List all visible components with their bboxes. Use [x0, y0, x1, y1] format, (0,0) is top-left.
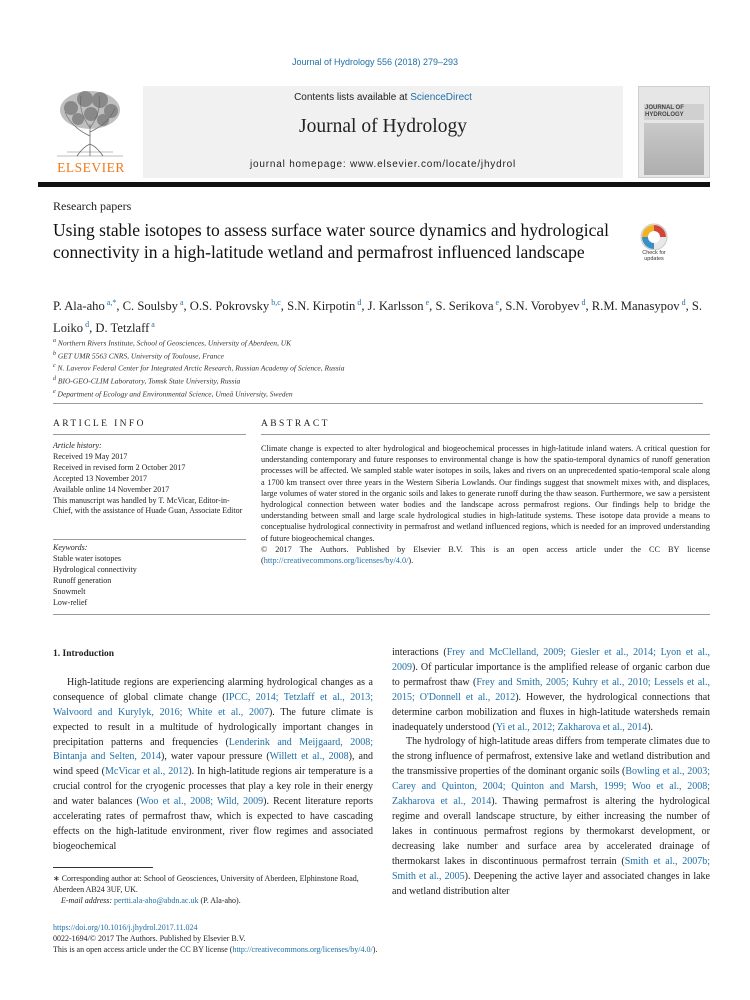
body-text: ). Thawing permafrost is altering the hydrological regime and overall landscape structure, by either increasing the number of lakes in continuous permafrost regions by thermokarst development, or decreasing lake number and surface area by accelerated drainage of thermokarst lakes in discontinuous permafrost terrain ( [392, 796, 710, 867]
keywords-label: Keywords: [53, 543, 88, 552]
abstract-body [261, 443, 710, 566]
keyword-item: Runoff generation [53, 576, 112, 585]
body-text: interactions ( [392, 647, 447, 658]
body-text: ), and wind speed ( [53, 751, 373, 778]
author-affiliation-mark[interactable]: d [579, 298, 586, 307]
author-list: P. Ala-aho $^{a,*}$, C. Soulsby $^a$, O.S. Pokrovsky $^{b,c}$, S.N. Kirpotin $^d$, J. Karlsson $^e$, S. Serikova $^e$, S.N. Vorobyev $^d$, R.M. Manasypov $^d$, S. Loiko $^d$, D. Tetzlaff $^a$ [53, 298, 703, 335]
author-affiliation-mark[interactable]: e [423, 298, 430, 307]
intro-paragraph [392, 735, 710, 899]
history-entry: Received in revised form 2 October 2017 [53, 462, 186, 472]
article-history-label: Article history: [53, 441, 102, 450]
body-text: ), water vapour pressure ( [160, 751, 270, 763]
license-link[interactable]: http://creativecommons.org/licenses/by/4.0/ [263, 556, 409, 566]
citation-link[interactable]: IPCC, 2014; Tetzlaff et al., 2013; Walvoord and Kurylyk, 2016; White et al., 2007 [53, 691, 373, 718]
body-text: ). However, the hydrological connections that determine carbon mobilization and fluxes in high-latitude watersheds remain inadequately understood ( [392, 691, 710, 733]
journal-homepage-line [143, 159, 623, 170]
journal-title[interactable]: Journal of Hydrology [299, 116, 467, 137]
article-info-heading: ARTICLE INFO [53, 419, 146, 429]
history-entry: Accepted 13 November 2017 [53, 473, 147, 483]
page-footer [53, 923, 703, 956]
crossmark-label: Check for updates [642, 250, 666, 262]
author-name[interactable]: S. Loiko $^d$ [53, 299, 703, 335]
body-text: ). Of particular importance is the amplified release of organic carbon due to permafrost thaw ( [392, 661, 710, 688]
author-name[interactable]: P. Ala-aho $^{a,*}$ [53, 298, 117, 314]
contents-prefix: Contents lists available at [294, 92, 411, 103]
doi-link[interactable]: https://doi.org/10.1016/j.jhydrol.2017.11.024 [53, 923, 198, 932]
intro-paragraph [392, 646, 710, 735]
author-affiliation-mark[interactable]: d [355, 298, 362, 307]
citation-link[interactable]: Woo et al., 2008; Wild, 2009 [139, 796, 264, 808]
article-title: Using stable isotopes to assess surface water source dynamics and hydrological connectivity in a high-latitude wetland and permafrost influenced landscape [53, 220, 609, 262]
article-history [53, 441, 246, 517]
citation-link[interactable]: Smith et al., 2007b; Smith et al., 2005 [392, 855, 710, 882]
body-text: ). The future climate is expected to result in a multitude of hydrologically important changes in precipitation patterns and frequencies ( [53, 706, 373, 748]
divider [53, 614, 710, 615]
cover-title-text: JOURNAL OF HYDROLOGY [645, 105, 684, 118]
journal-citation-link[interactable]: Journal of Hydrology 556 (2018) 279–293 [291, 57, 459, 67]
author-affiliation-mark[interactable]: d [679, 298, 686, 307]
keyword-item: Low-relief [53, 598, 88, 607]
keyword-item: Hydrological connectivity [53, 565, 137, 574]
body-text: ). Recent literature reports accelerating rates of permafrost thaw, which is expected to have cascading effects on the high-latitude environment, river flow regimes and associated biogeochemical [53, 796, 373, 852]
intro-paragraph [53, 676, 373, 855]
author-name[interactable]: S. Serikova $^e$ [435, 298, 500, 314]
elsevier-wordmark: ELSEVIER [57, 160, 125, 175]
body-text: ). [647, 721, 654, 733]
author-email-link[interactable]: pertti.ala-aho@abdn.ac.uk [114, 895, 199, 905]
divider [53, 403, 703, 404]
keyword-item: Stable water isotopes [53, 554, 121, 563]
divider [53, 434, 246, 435]
handling-editor-note: This manuscript was handled by T. McVicar, Editor-in-Chief, with the assistance of Huade Guan, Associate Editor [53, 495, 243, 516]
elsevier-tree-icon [47, 86, 133, 158]
divider [261, 434, 710, 435]
copyright-text: © 2017 The Authors. Published by Elsevier B.V. This is an open access article under the CC BY license ( [261, 544, 710, 566]
license-suffix: ). [372, 944, 378, 954]
email-label: E-mail address: [61, 895, 115, 905]
keyword-item: Snowmelt [53, 587, 86, 596]
affiliation-item: $^c$ N. Laverov Federal Center for Integrated Arctic Research, Russian Academy of Science, Russia [53, 363, 345, 373]
citation-link[interactable]: McVicar et al., 2012 [105, 766, 189, 778]
journal-cover-thumbnail[interactable] [638, 86, 710, 178]
body-text: High-latitude regions are experiencing alarming hydrological changes as a consequence of global climate change ( [53, 676, 373, 703]
author-name[interactable]: S.N. Kirpotin $^d$ [287, 298, 362, 314]
body-column-right [392, 646, 710, 899]
author-affiliation-mark[interactable]: a [149, 319, 155, 329]
abstract-copyright [261, 544, 710, 566]
homepage-link[interactable]: www.elsevier.com/locate/jhydrol [350, 159, 516, 170]
header-rule [38, 182, 710, 187]
cover-image [644, 123, 704, 175]
section-heading-introduction: 1. Introduction [53, 649, 115, 659]
affiliation-list [53, 336, 703, 400]
citation-link[interactable]: Frey and McClelland, 2009; Giesler et al., 2014; Lyon et al., 2009 [392, 647, 710, 673]
citation-link[interactable]: Yi et al., 2012; Zakharova et al., 2014 [495, 721, 648, 733]
history-entry: Available online 14 November 2017 [53, 484, 170, 494]
corresponding-author-footnote [53, 874, 373, 906]
article-section-label: Research papers [53, 199, 132, 213]
citation-link[interactable]: Willett et al., 2008 [269, 751, 349, 763]
author-affiliation-mark[interactable]: b,c [269, 298, 281, 307]
divider [53, 539, 246, 540]
citation-link[interactable]: Lenderink and Meijgaard, 2008; Bintanja and Selten, 2014 [53, 736, 374, 763]
author-affiliation-mark[interactable]: d [83, 319, 90, 329]
copyright-end: ). [408, 556, 414, 566]
citation-link[interactable]: Bowling et al., 2003; Carey and Quinton, 2004; Quinton and Marsh, 1999; Woo et al., 2008; Zakharova et al., 2014 [392, 766, 710, 808]
author-name[interactable]: D. Tetzlaff $^a$ [95, 319, 155, 335]
author-name[interactable]: S.N. Vorobyev $^d$ [505, 298, 586, 314]
author-name[interactable]: O.S. Pokrovsky $^{b,c}$ [189, 298, 281, 314]
affiliation-item: $^b$ GET UMR 5563 CNRS, University of Toulouse, France [53, 350, 224, 361]
corresponding-author-text: ∗ Corresponding author at: School of Geosciences, University of Aberdeen, Elphinstone Road, Aberdeen AB24 3UF, UK. [53, 874, 359, 894]
homepage-prefix: journal homepage: [250, 159, 351, 170]
author-affiliation-mark[interactable]: a [177, 298, 184, 307]
keywords-block [53, 542, 246, 608]
abstract-heading: ABSTRACT [261, 419, 330, 429]
journal-masthead [47, 86, 710, 182]
author-affiliation-mark[interactable]: e [493, 298, 500, 307]
email-suffix: (P. Ala-aho). [198, 895, 241, 905]
body-text: ). In high-latitude regions air temperature is a crucial control for the cryogenic processes that play a key role in their energy and water balances ( [53, 766, 373, 808]
citation-link[interactable]: Frey and Smith, 2005; Kuhry et al., 2010; Lessels et al., 2015; O'Donnell et al., 2012 [392, 676, 710, 703]
author-name[interactable]: C. Soulsby $^a$ [122, 298, 184, 314]
footnote-rule [53, 867, 153, 868]
contents-available-line [143, 92, 623, 103]
affiliation-item: $^a$ Northern Rivers Institute, School of Geosciences, University of Aberdeen, UK [53, 338, 292, 348]
journal-info-box [143, 86, 623, 178]
footer-license-link[interactable]: http://creativecommons.org/licenses/by/4.0/ [232, 944, 373, 954]
author-name[interactable]: J. Karlsson $^e$ [367, 298, 430, 314]
abstract-text: Climate change is expected to alter hydrological and biogeochemical processes in high-latitude inland waters. A critical question for understanding contemporary and future responses to environmental change is how the spatio-temporal dynamics of runoff generation processes will be affected. We sampled stable water isotopes in soils, lakes and rivers on an unprecedented spatio-temporal scale along a 1700 km transect over three years in the Western Siberia Lowlands. Our findings suggest that snowmelt mixes with, and displaces, large volumes of water stored in the organic soils and lakes to generate runoff during the thaw season. Furthermore, we saw a persistent hydrological connection between water bodies and the landscape across permafrost regions. Our findings help to bridge the understanding between small and large scale hydrological studies in high-latitude systems. These isotope data provide a means to conceptualise hydrological connectivity in permafrost and wetland influenced regions, which is needed for an improved understanding of future biogeochemical changes. [261, 444, 710, 543]
sciencedirect-link[interactable]: ScienceDirect [410, 92, 472, 103]
issn-line: 0022-1694/© 2017 The Authors. Published by Elsevier B.V. [53, 933, 246, 943]
body-text: ). Deepening the active layer and associated changes in lake and wetland distribution alter [392, 870, 710, 897]
affiliation-item: $^d$ BIO-GEO-CLIM Laboratory, Tomsk State University, Russia [53, 376, 241, 386]
elsevier-logo[interactable] [47, 86, 133, 178]
body-column-left [53, 647, 373, 855]
check-for-updates-badge[interactable] [636, 222, 672, 262]
license-prefix: This is an open access article under the CC BY license ( [53, 944, 233, 954]
author-affiliation-mark[interactable]: a,* [104, 298, 117, 307]
history-entry: Received 19 May 2017 [53, 451, 128, 461]
affiliation-item: $^e$ Department of Ecology and Environmental Science, Umeå University, Sweden [53, 388, 293, 399]
author-name[interactable]: R.M. Manasypov $^d$ [591, 298, 686, 314]
body-text: The hydrology of high-latitude areas differs from temperate climates due to the strong influence of permafrost, extensive lake and wetland distribution and the transmissive properties of the dominant organic soils ( [392, 736, 710, 778]
